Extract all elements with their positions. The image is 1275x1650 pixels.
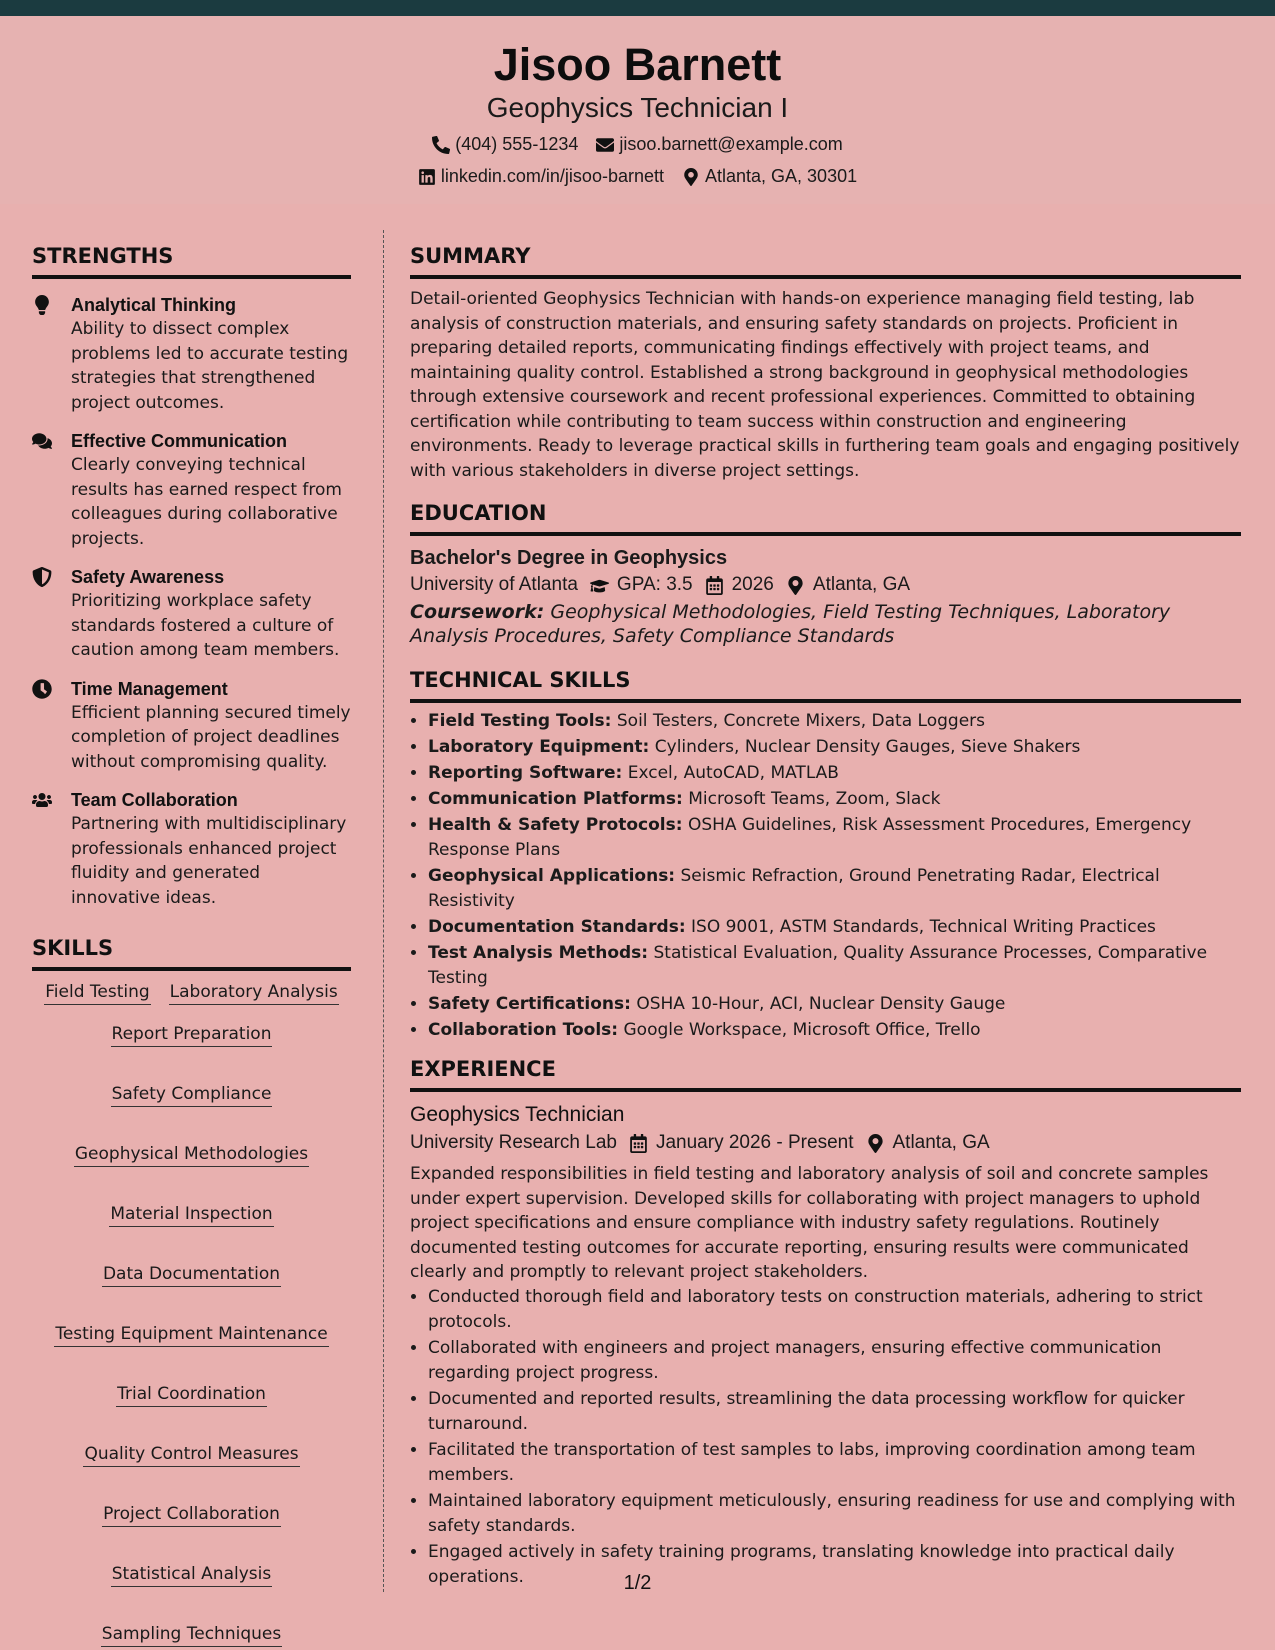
strengths-heading: STRENGTHS (32, 246, 351, 279)
location-text: Atlanta, GA, 30301 (705, 166, 858, 186)
gpa-text: GPA: 3.5 (616, 574, 693, 595)
skill-category: Reporting Software: (428, 763, 623, 783)
phone-text: (404) 555-1234 (455, 134, 579, 154)
skill-tag: Data Documentation (102, 1263, 281, 1287)
list-item (428, 813, 1241, 863)
clock-icon (32, 679, 52, 699)
map-pin-icon (866, 1134, 885, 1153)
dates-text: January 2026 - Present (655, 1132, 854, 1153)
skill-values: Cylinders, Nuclear Density Gauges, Sieve Shakers (654, 737, 1081, 757)
strength-title: Time Management (71, 678, 228, 699)
coursework (410, 600, 1241, 648)
skill-category: Communication Platforms: (428, 789, 683, 809)
list-item: • Maintained laboratory equipment meticulously, ensuring readiness for use and complying with safety standards. (428, 1489, 1241, 1539)
strength-description: Clearly conveying technical results has earned respect from colleagues during collaborative projects. (71, 455, 342, 549)
email-text: jisoo.barnett@example.com (619, 134, 843, 154)
list-item: • Documented and reported results, streamlining the data processing workflow for quicker turnaround. (428, 1387, 1241, 1437)
experience-meta (410, 1128, 1241, 1158)
strength-title: Effective Communication (71, 431, 288, 451)
left-column (32, 246, 351, 1647)
skill-category: Test Analysis Methods: (428, 943, 649, 963)
location-contact (682, 166, 857, 187)
year-item (705, 570, 774, 600)
strength-item (32, 565, 351, 663)
list-item (428, 941, 1241, 991)
list-item (428, 992, 1241, 1017)
list-item (428, 787, 1241, 812)
envelope-icon (596, 136, 614, 154)
linkedin-contact[interactable] (418, 166, 664, 187)
candidate-name: Jisoo Barnett (493, 39, 782, 90)
map-pin-icon (786, 576, 805, 595)
skill-tag: Geophysical Methodologies (74, 1143, 309, 1167)
skill-values: ISO 9001, ASTM Standards, Technical Writing Practices (691, 917, 1156, 937)
skill-category: Safety Certifications: (428, 994, 631, 1014)
list-item: • Collaborated with engineers and project managers, ensuring effective communication regarding project progress. (428, 1336, 1241, 1386)
skill-values: OSHA 10-Hour, ACI, Nuclear Density Gauge (636, 994, 1006, 1014)
education-heading: EDUCATION (410, 503, 1241, 536)
job-location-text: Atlanta, GA (892, 1132, 990, 1153)
skill-values: Statistical Evaluation, Quality Assurance Processes, Comparative Testing (428, 943, 1208, 988)
technical-skills-heading: TECHNICAL SKILLS (410, 670, 1241, 703)
column-divider (383, 230, 384, 1592)
list-item (428, 864, 1241, 914)
skill-category: Health & Safety Protocols: (428, 815, 683, 835)
list-item: • Facilitated the transportation of test samples to labs, improving coordination among team members. (428, 1438, 1241, 1488)
strength-description: Efficient planning secured timely completion of project deadlines without compromising quality. (71, 702, 351, 772)
skill-values: Seismic Refraction, Ground Penetrating Radar, Electrical Resistivity (428, 866, 1160, 911)
resume-header (0, 16, 1275, 204)
dates-item (629, 1128, 854, 1158)
linkedin-text: linkedin.com/in/jisoo-barnett (440, 166, 664, 186)
shield-icon (32, 567, 52, 587)
skill-tag: Field Testing (44, 981, 150, 1005)
skill-category: Geophysical Applications: (428, 866, 676, 886)
skill-tag: Quality Control Measures (83, 1443, 299, 1467)
company-name: University Research Lab (410, 1132, 617, 1153)
list-item (428, 915, 1241, 940)
skills-heading: SKILLS (32, 938, 351, 971)
edu-location-text: Atlanta, GA (812, 574, 911, 595)
experience-heading: EXPERIENCE (410, 1059, 1241, 1092)
coursework-text: Geophysical Methodologies, Field Testing Techniques, Laboratory Analysis Procedures, Safety Compliance Standards (410, 601, 1171, 647)
strength-item (32, 293, 351, 415)
gpa-item (590, 570, 693, 600)
coursework-label: Coursework: (410, 601, 545, 623)
page-number: 1/2 (623, 1572, 652, 1594)
summary-text: Detail-oriented Geophysics Technician with hands-on experience managing field testing, lab analysis of construction materials, and ensuring safety standards on projects. Proficient in preparing detailed reports, communicating findings effectively with project teams, and maintaining quality control. Established a strong background in geophysical methodologies through extensive coursework and recent professional experiences. Committed to obtaining certification while contributing to team success within construction and engineering environments. Ready to leverage practical skills in furthering team goals and engaging positively with various stakeholders in diverse project settings. (410, 289, 1240, 481)
school-name: University of Atlanta (410, 574, 578, 595)
candidate-title: Geophysics Technician I (486, 92, 789, 123)
skill-tag: Material Inspection (109, 1203, 273, 1227)
job-bullets (410, 1285, 1241, 1590)
strength-title: Team Collaboration (71, 790, 238, 810)
skills-list (32, 981, 351, 1647)
skill-tag: Testing Equipment Maintenance (54, 1323, 328, 1347)
email-contact[interactable] (596, 134, 842, 155)
list-item (428, 709, 1241, 734)
skill-values: Google Workspace, Microsoft Office, Trello (623, 1020, 981, 1040)
summary-heading: SUMMARY (410, 246, 1241, 279)
linkedin-icon (418, 168, 436, 186)
strength-item (32, 429, 351, 551)
job-location-item (866, 1128, 990, 1158)
education-meta (410, 570, 1241, 600)
job-description: Expanded responsibilities in field testing and laboratory analysis of soil and concrete samples under expert supervision. Developed skills for collaborating with project managers to uphold project specifications and ensure compliance with industry safety regulations. Routinely documented testing outcomes for accurate reporting, ensuring results were communicated clearly and promptly to relevant project stakeholders. (410, 1164, 1209, 1282)
skill-tag: Laboratory Analysis (169, 981, 339, 1005)
technical-skills-list (410, 709, 1241, 1043)
map-pin-icon (682, 168, 700, 186)
skill-tag: Statistical Analysis (111, 1563, 272, 1587)
skill-category: Laboratory Equipment: (428, 737, 650, 757)
list-item: • Engaged actively in safety training programs, translating knowledge into practical daily operations. (428, 1540, 1241, 1590)
strength-title: Analytical Thinking (71, 295, 237, 315)
skill-category: Field Testing Tools: (428, 711, 612, 731)
list-item (428, 1018, 1241, 1043)
year-text: 2026 (731, 574, 774, 595)
skill-tag: Report Preparation (111, 1023, 273, 1047)
graduation-cap-icon (590, 576, 609, 595)
phone-contact (432, 134, 578, 155)
calendar-icon (705, 576, 724, 595)
right-column (410, 246, 1241, 1591)
calendar-icon (629, 1134, 648, 1153)
strength-description: Prioritizing workplace safety standards fostered a culture of caution among team members. (71, 591, 340, 660)
list-item: • Conducted thorough field and laboratory tests on construction materials, adhering to strict protocols. (428, 1285, 1241, 1335)
skill-tag: Project Collaboration (102, 1503, 281, 1527)
job-title: Geophysics Technician (410, 1103, 625, 1126)
list-item (428, 761, 1241, 786)
strength-description: Ability to dissect complex problems led to accurate testing strategies that strengthened project outcomes. (71, 319, 349, 413)
users-icon (32, 790, 52, 810)
top-accent-bar (0, 0, 1275, 16)
skill-category: Collaboration Tools: (428, 1020, 619, 1040)
skill-tag: Sampling Techniques (101, 1623, 282, 1647)
list-item (428, 735, 1241, 760)
lightbulb-icon (32, 295, 52, 315)
skill-values: OSHA Guidelines, Risk Assessment Procedures, Emergency Response Plans (428, 815, 1192, 860)
skill-values: Soil Testers, Concrete Mixers, Data Loggers (616, 711, 985, 731)
strength-title: Safety Awareness (71, 567, 225, 587)
contact-row-2 (0, 166, 1275, 187)
skill-tag: Trial Coordination (116, 1383, 267, 1407)
strength-item (32, 788, 351, 910)
skill-values: Microsoft Teams, Zoom, Slack (688, 789, 941, 809)
strength-item (32, 677, 351, 775)
skill-values: Excel, AutoCAD, MATLAB (627, 763, 839, 783)
skill-tag: Safety Compliance (111, 1083, 273, 1107)
degree-title: Bachelor's Degree in Geophysics (410, 547, 728, 569)
phone-icon (432, 136, 450, 154)
comments-icon (32, 431, 52, 451)
edu-location-item (786, 570, 910, 600)
strength-description: Partnering with multidisciplinary professionals enhanced project fluidity and generated innovative ideas. (71, 814, 347, 908)
skill-category: Documentation Standards: (428, 917, 686, 937)
contact-row-1 (0, 134, 1275, 155)
